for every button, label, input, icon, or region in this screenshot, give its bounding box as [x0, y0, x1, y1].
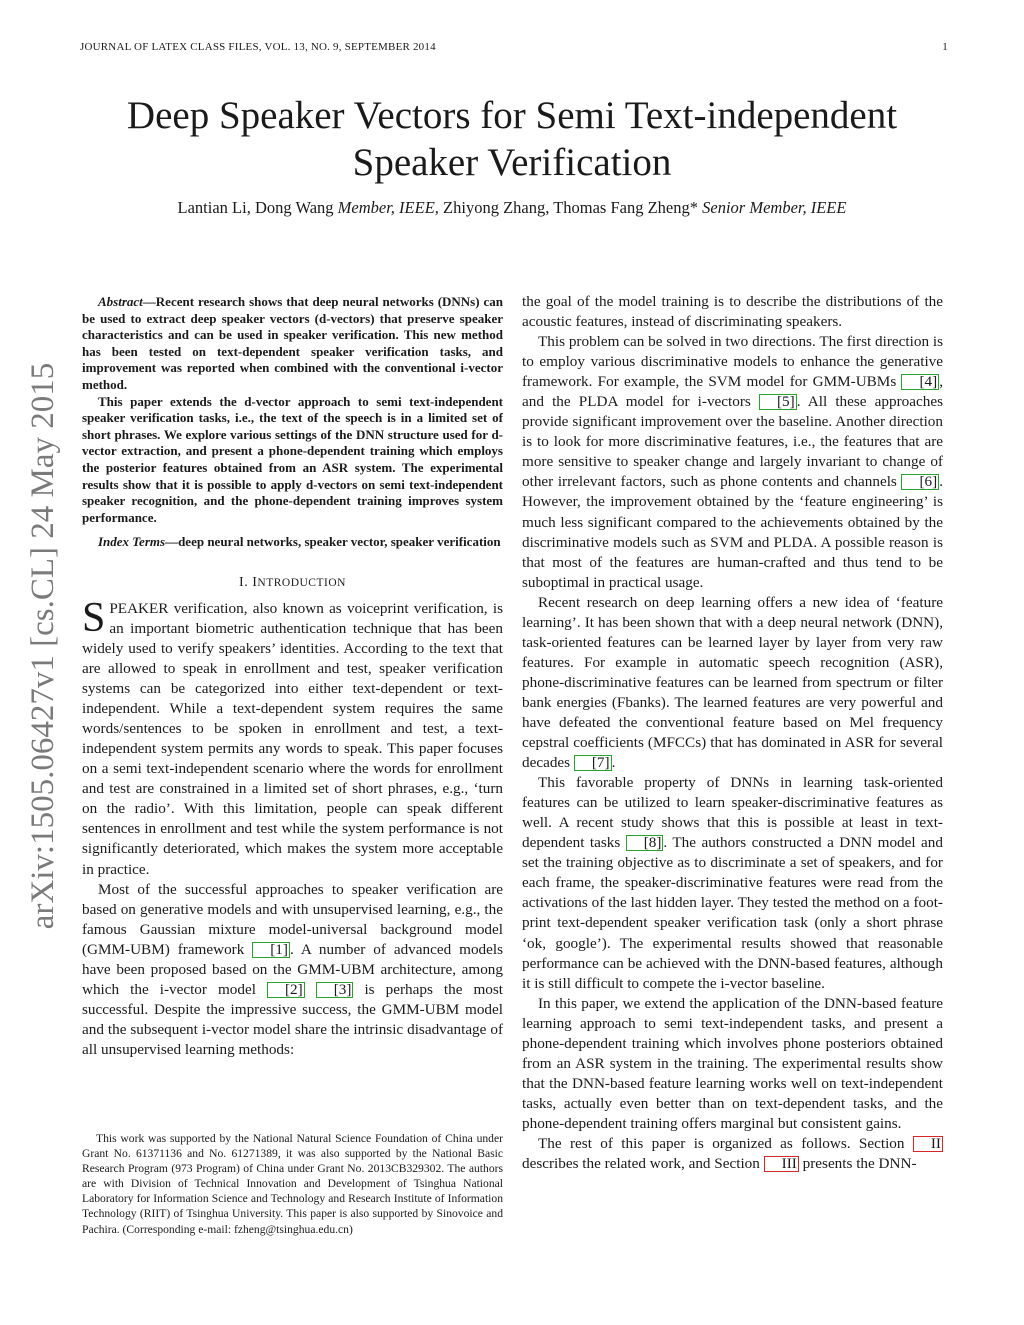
abstract-paragraph-1 [82, 294, 503, 394]
right-text-1d: . However, the improvement obtained by the ‘feature engineering’ is much less significant compared to the achievements obtained by the discriminative models such as SVM and PLDA. A possible reason is that most of the features are human-crafted and thus tend to be suboptimal in practical usage. [522, 473, 943, 591]
author-role-1: Member, IEEE [337, 198, 435, 217]
citation-link[interactable]: [5] [759, 394, 797, 410]
right-text-2a: Recent research on deep learning offers a new idea of ‘feature learning’. It has been shown that with a deep neural network (DNN), task-oriented features can be learned layer by layer from very raw features. For example in automatic speech recognition (ASR), phone-discriminative features can be learned from spectrum or filter bank energies (Fbanks). The learned features are very powerful and have defeated the conventional feature based on Mel frequency cepstral coefficients (MFCCs) that has dominated in ASR for several decades [522, 593, 943, 772]
right-text-1c: . All these approaches provide significant improvement over the baseline. Another direction is to look for more discriminative features, i.e., the features that are more sensitive to speaker change and largely invariant to change of other irrelevant factors, such as phone contents and channels [522, 393, 943, 491]
section-title-rest: NTRODUCTION [257, 576, 346, 589]
abstract-text-1: —Recent research shows that deep neural networks (DNNs) can be used to extract deep speaker vectors (d-vectors) that preserve speaker characteristics and can be used in speaker verification. This new method has been tested on text-dependent speaker verification tasks, and improvement was reported when combined with the conventional i-vector method. [82, 294, 503, 392]
section-link[interactable]: III [764, 1156, 799, 1172]
citation-link[interactable]: [1] [252, 942, 290, 958]
drop-cap: S [82, 594, 106, 641]
index-terms [82, 534, 503, 551]
intro-text-2d: is perhaps the most successful. Despite the impressive success, the GMM-UBM model and the subsequent i-vector model share the intrinsic disadvantage of all unsupervised learning methods: [82, 980, 504, 1058]
intro-paragraph-2 [82, 880, 503, 1060]
index-terms-label: Index Terms [98, 534, 166, 550]
intro-text-2a: Most of the successful approaches to speaker verification are based on generative models and with unsupervised learning, e.g., the famous Gaussian mixture model-universal background model (GMM-UBM) framework [82, 880, 503, 958]
authors-part-1: Lantian Li, Dong Wang [177, 198, 338, 217]
citation-link[interactable]: [8] [626, 835, 664, 851]
citation-link[interactable]: [6] [901, 474, 939, 490]
abstract [82, 294, 503, 526]
running-head [80, 41, 948, 57]
arxiv-identifier: arXiv:1505.06427v1 [cs.CL] 24 May 2015 [25, 362, 61, 930]
section-link[interactable]: II [913, 1136, 943, 1152]
right-text-5c: presents the DNN- [798, 1155, 917, 1173]
intro-text-2b: . A number of advanced models have been proposed based on the GMM-UBM architecture, among which the i-vector model [82, 940, 503, 998]
intro-text-2c [305, 981, 316, 998]
citation-link[interactable]: [7] [574, 755, 612, 771]
right-paragraph-0: the goal of the model training is to describe the distributions of the acoustic features, instead of discriminating speakers. [522, 293, 943, 331]
right-paragraph-3 [522, 773, 943, 994]
index-terms-text: —deep neural networks, speaker vector, speaker verification [165, 534, 501, 550]
right-paragraph-5 [522, 1134, 943, 1174]
authors-part-2: , Zhiyong Zhang, Thomas Fang Zheng* [434, 198, 703, 217]
citation-link[interactable]: [4] [901, 374, 939, 390]
footnote: This work was supported by the National Natural Science Foundation of China under Grant No. 61371136 and No. 61271389, it was also supported by the National Basic Research Program (973 Program) of China under Grant No. 2013CB329302. The authors are with Division of Technical Innovation and Development of Tsinghua National Laboratory for Information Science and Technology and Research Institute of Information Technology (RIIT) of Tsinghua University. This paper is also supported by Sinovoice and Pachira. (Corresponding e-mail: fzheng@tsinghua.edu.cn) [82, 1132, 503, 1236]
right-text-1a: This problem can be solved in two directions. The first direction is to employ various discriminative models to enhance the generative framework. For example, the SVM model for GMM-UBMs [522, 333, 943, 391]
right-text-5b: describes the related work, and Section [522, 1155, 764, 1173]
page-number: 1 [942, 41, 948, 53]
right-paragraph-4: In this paper, we extend the application of the DNN-based feature learning approach to semi text-independent tasks, and present a phone-dependent training which involves phone posteriors obtained from an ASR system in the training. The experimental results show that the DNN-based feature learning works well on text-independent tasks, actually even better than on text-dependent tasks, and the phone-dependent training offers marginal but consistent gains. [522, 994, 943, 1132]
right-column [522, 292, 943, 1174]
author-line [80, 198, 944, 218]
citation-link[interactable]: [2] [267, 982, 305, 998]
journal-header: JOURNAL OF LATEX CLASS FILES, VOL. 13, NO. 9, SEPTEMBER 2014 [80, 41, 436, 53]
left-column [82, 294, 503, 1060]
right-text-1b: , and the PLDA model for i-vectors [522, 373, 943, 411]
intro-text-1: verification, also known as voiceprint verification, is an important biometric authentication technique that has been widely used to verify speakers’ identities. According to the text that are allowed to speak in enrollment and test, speaker verification systems can be categorized into either text-dependent or text-independent. While a text-dependent system requires the same words/sentences to be spoken in enrollment and test, a text-independent system permits any words to speak. This paper focuses on a semi text-independent scenario where the words for enrollment and test are constrained in a limited set of short phrases, e.g., ‘turn on the radio’. With this limitation, people can speak different sentences in enrollment and test while the system performance is not significantly deteriorated, which makes the system more acceptable in practice. [82, 599, 503, 878]
right-paragraph-1 [522, 332, 943, 593]
section-heading-introduction [82, 575, 503, 591]
arxiv-stamp [16, 346, 70, 946]
section-initial: I [252, 574, 258, 590]
intro-paragraph-1 [82, 594, 503, 880]
section-number: I. [239, 574, 253, 590]
right-text-3b: . The authors constructed a DNN model and set the training objective as to discriminate a set of speakers, and for each frame, the speaker-discriminative features were read from the activations of the last hidden layer. They tested the method on a foot-print text-dependent speaker verification task (only a short phrase ‘ok, google’). The experimental results showed that reasonable performance can be achieved with the DNN-based features, although it is still difficult to compete the i-vector baseline. [522, 834, 943, 992]
abstract-paragraph-2: This paper extends the d-vector approach to semi text-independent speaker verification tasks, i.e., the text of the speech is in a limited set of short phrases. We explore various settings of the DNN structure used for d-vector extraction, and present a phone-dependent training which employs the posterior features obtained from an ASR system. The experimental results show that it is possible to apply d-vectors on semi text-independent speaker recognition, and the phone-dependent training improves system performance. [82, 393, 503, 525]
author-role-2: Senior Member, IEEE [702, 198, 847, 217]
paper-title: Deep Speaker Vectors for Semi Text-independent Speaker Verification [126, 94, 898, 184]
intro-lead-word: PEAKER [109, 599, 169, 617]
right-text-2b: . [611, 754, 616, 772]
right-text-3a: This favorable property of DNNs in learning task-oriented features can be utilized to learn speaker-discriminative features as well. A recent study shows that this is possible at least in text-dependent tasks [522, 774, 943, 852]
abstract-label: Abstract [98, 294, 143, 309]
right-paragraph-2 [522, 593, 943, 773]
right-text-5a: The rest of this paper is organized as follows. Section [538, 1134, 913, 1152]
citation-link[interactable]: [3] [316, 982, 354, 998]
